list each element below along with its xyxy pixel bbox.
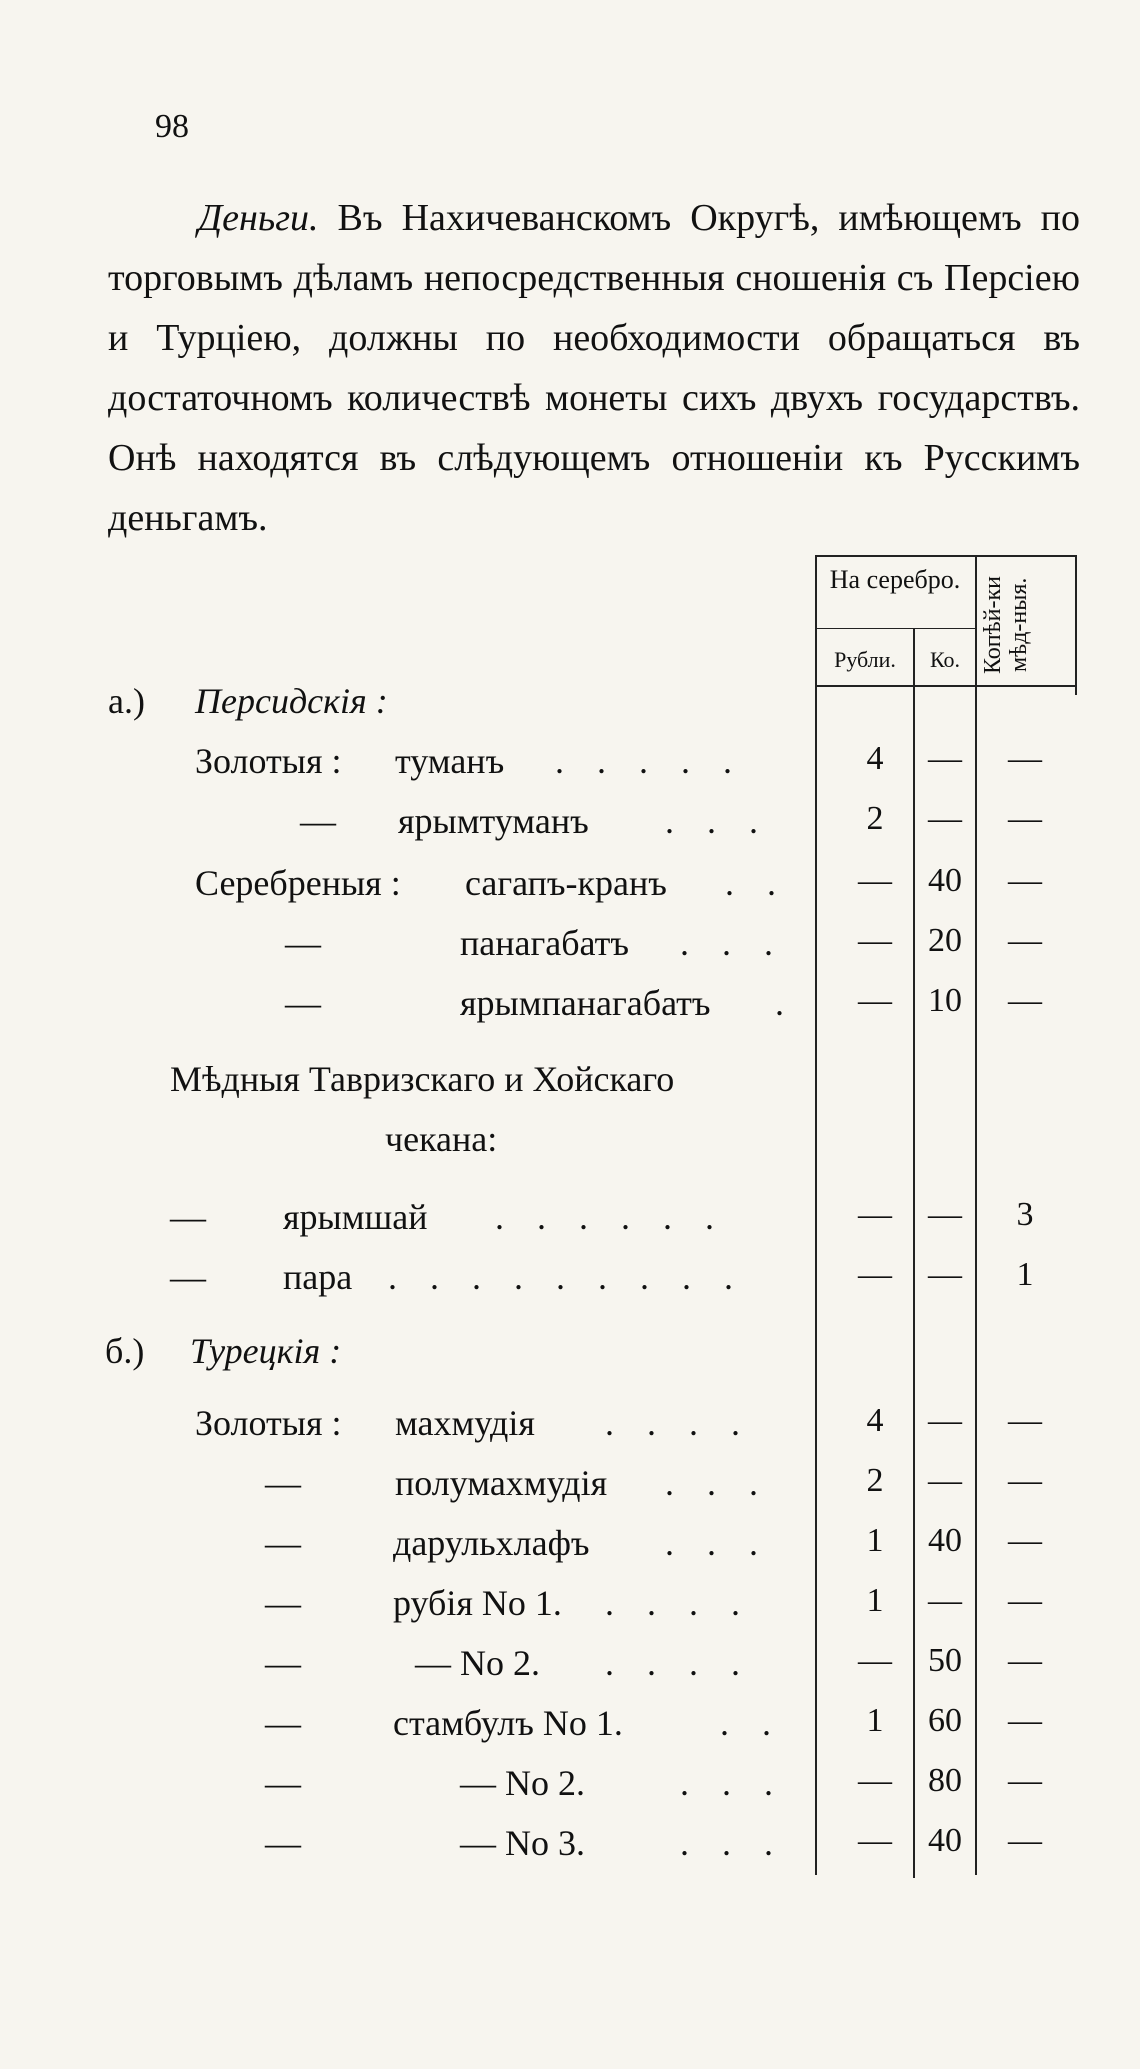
row-11-kop: — [928,1582,962,1619]
row-13-lead: — [265,1703,301,1743]
row-6-rub: — [858,1196,892,1233]
row-5-lead: — [285,983,321,1023]
row-10-lead: — [265,1523,301,1563]
row-1-dots: . . . . . [555,741,744,781]
intro-lead-word: Деньги. [198,197,319,239]
row-7-rub: — [858,1256,892,1293]
row-2-dots: . . . [665,801,770,841]
row-8-rub: 4 [866,1402,884,1439]
row-6-dots: . . . . . . [495,1197,726,1237]
row-12-kop: 50 [928,1642,962,1679]
row-9-name: полумахмудія [395,1463,608,1503]
row-11-rub: 1 [866,1582,884,1619]
row-14-dots: . . . [680,1763,785,1803]
row-11-name: рубія No 1. [393,1583,562,1623]
row-9-rub: 2 [866,1462,884,1499]
copper-heading-line-2: чекана: [385,1119,498,1159]
row-7-lead: — [170,1257,206,1297]
row-3-lead: Серебреныя : [195,863,401,903]
header-copper: Копѣй-ки мѣд-ныя. [980,575,1032,675]
row-3-name: сагапъ-кранъ [465,863,667,903]
section-a-marker: а.) [108,681,145,721]
row-6-copper: 3 [1016,1196,1034,1233]
row-2-name: ярымтуманъ [398,801,589,841]
row-15-dots: . . . [680,1823,785,1863]
row-9-kop: — [928,1462,962,1499]
row-3-copper: — [1008,862,1042,899]
row-10-copper: — [1008,1522,1042,1559]
row-7-name: пара [283,1257,353,1297]
row-2-lead: — [300,801,336,841]
row-7-kop: — [928,1256,962,1293]
row-8-copper: — [1008,1402,1042,1439]
row-4-rub: — [858,922,892,959]
row-10-dots: . . . [665,1523,770,1563]
page-number: 98 [155,108,189,145]
row-15-kop: 40 [928,1822,962,1859]
row-5-name: ярымпанагабатъ [460,983,711,1023]
copper-heading-line-1: Мѣдныя Тавризскаго и Хойскаго [170,1059,675,1099]
row-3-kop: 40 [928,862,962,899]
row-3-rub: — [858,862,892,899]
row-9-copper: — [1008,1462,1042,1499]
row-15-rub: — [858,1822,892,1859]
row-14-kop: 80 [928,1762,962,1799]
row-13-kop: 60 [928,1702,962,1739]
row-12-name: — No 2. [415,1643,540,1683]
section-b-title: Турецкія : [190,1331,342,1371]
table-kop-copper-rule [975,555,977,1875]
table-right-rule [1075,555,1077,695]
table-left-rule [815,555,817,1875]
row-6-name: ярымшай [283,1197,428,1237]
row-8-dots: . . . . [605,1403,752,1443]
row-8-lead: Золотыя : [195,1403,342,1443]
row-1-copper: — [1008,740,1042,777]
intro-text: Въ Нахичеванскомъ Округѣ, имѣющемъ по торговымъ дѣламъ непосредственныя сношенія съ Персіею и Турціею, должны по необходимости обращаться въ достаточномъ количествѣ монеты сихъ двухъ государствъ. Онѣ находятся въ слѣдующемъ отношеніи къ Русскимъ деньгамъ. [108,197,1080,539]
row-14-copper: — [1008,1762,1042,1799]
row-11-lead: — [265,1583,301,1623]
row-6-kop: — [928,1196,962,1233]
row-10-kop: 40 [928,1522,962,1559]
section-a-title: Персидскія : [195,681,388,721]
row-15-copper: — [1008,1822,1042,1859]
row-8-name: махмудія [395,1403,535,1443]
row-15-name: — No 3. [460,1823,585,1863]
row-13-name: стамбулъ No 1. [393,1703,623,1743]
row-4-dots: . . . [680,923,785,963]
row-11-dots: . . . . [605,1583,752,1623]
row-1-lead: Золотыя : [195,741,342,781]
row-13-dots: . . [720,1703,783,1743]
row-5-dots: . [775,983,796,1023]
row-1-kop: — [928,740,962,777]
row-11-copper: — [1008,1582,1042,1619]
row-12-rub: — [858,1642,892,1679]
row-5-kop: 10 [928,982,962,1019]
row-14-rub: — [858,1762,892,1799]
row-4-lead: — [285,923,321,963]
row-1-rub: 4 [866,740,884,777]
section-b-marker: б.) [105,1331,145,1371]
row-8-kop: — [928,1402,962,1439]
row-10-name: дарульхлафъ [393,1523,590,1563]
row-5-copper: — [1008,982,1042,1019]
table-header-rule [815,685,1077,687]
row-12-lead: — [265,1643,301,1683]
row-2-rub: 2 [866,800,884,837]
row-1-name: туманъ [395,741,505,781]
row-4-name: панагабатъ [460,923,629,963]
row-12-copper: — [1008,1642,1042,1679]
row-2-kop: — [928,800,962,837]
header-silver: На серебро. [829,565,961,594]
row-14-name: — No 2. [460,1763,585,1803]
row-14-lead: — [265,1763,301,1803]
row-9-dots: . . . [665,1463,770,1503]
header-rubles: Рубли. [834,647,896,672]
row-6-lead: — [170,1197,206,1237]
row-12-dots: . . . . [605,1643,752,1683]
row-2-copper: — [1008,800,1042,837]
row-7-copper: 1 [1016,1256,1034,1293]
table-silver-rule [815,628,975,629]
header-kopecks: Ко. [929,647,961,672]
row-15-lead: — [265,1823,301,1863]
row-4-copper: — [1008,922,1042,959]
row-13-copper: — [1008,1702,1042,1739]
table-top-rule [815,555,1077,557]
row-7-dots: . . . . . . . . . [388,1257,745,1297]
row-13-rub: 1 [866,1702,884,1739]
row-4-kop: 20 [928,922,962,959]
row-3-dots: . . [725,863,788,903]
row-5-rub: — [858,982,892,1019]
row-10-rub: 1 [866,1522,884,1559]
row-9-lead: — [265,1463,301,1503]
